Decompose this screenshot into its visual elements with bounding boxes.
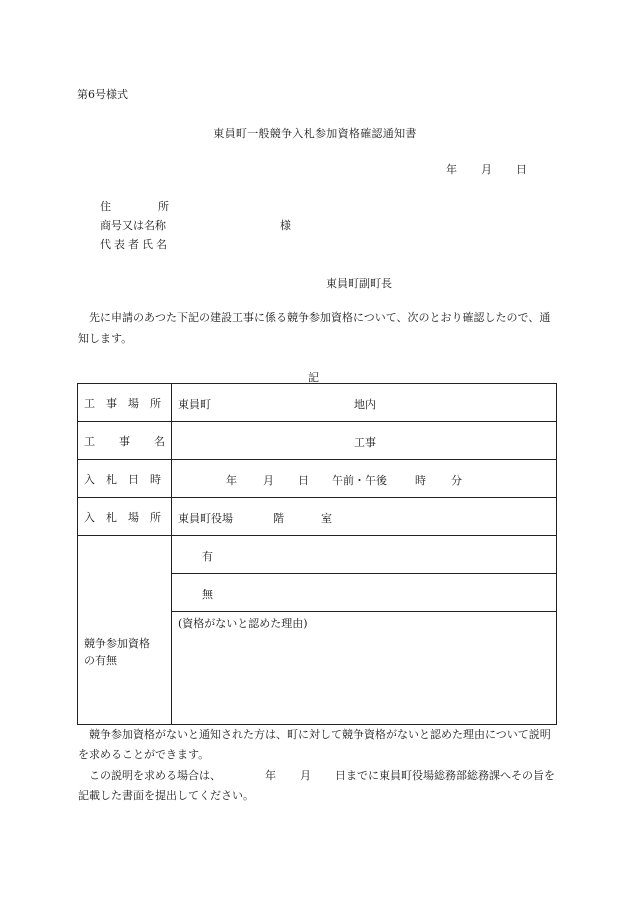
site-label: 工 事 場 所 — [78, 384, 172, 422]
ki-heading: 記 — [308, 371, 319, 384]
option-yes: 有 — [172, 536, 557, 574]
option-no: 無 — [172, 574, 557, 612]
date-year: 年 — [446, 163, 457, 176]
eligibility-label: 競争参加資格 の有無 — [78, 536, 172, 725]
work-name-value: 工事 — [172, 422, 557, 460]
date-day: 日 — [516, 163, 527, 176]
date-line — [446, 161, 527, 177]
bid-place-value: 東員町役場 階 室 — [172, 498, 557, 536]
bid-datetime-label: 入 札 日 時 — [78, 460, 172, 498]
note-request: この説明を求める場合は、 年 月 日までに東員町役場総務部総務課へその旨を記載した書面を提出してください。 — [78, 769, 555, 802]
confirmation-table — [77, 383, 557, 725]
company-name-label: 商号又は名称 — [100, 219, 166, 232]
reason-cell: (資格がないと認めた理由) — [172, 612, 557, 725]
representative-label: 代 表 者 氏 名 — [100, 238, 167, 251]
bid-place-label: 入 札 場 所 — [78, 498, 172, 536]
date-month: 月 — [481, 163, 492, 176]
note-explanation: 競争参加資格がないと通知された方は、町に対して競争資格がないと認めた理由について説明を求めることができます。 — [78, 728, 551, 761]
document-title: 東員町一般競争入札参加資格確認通知書 — [213, 127, 417, 140]
honorific: 様 — [280, 219, 291, 232]
body-paragraph: 先に申請のあつた下記の建設工事に係る競争参加資格について、次のとおり確認したので、通知します。 — [78, 311, 551, 345]
address-label: 住 所 — [100, 200, 169, 213]
form-number: 第6号様式 — [77, 88, 128, 101]
work-name-label: 工 事 名 — [78, 422, 172, 460]
bid-datetime-value: 年 月 日 午前・午後 時 分 — [172, 460, 557, 498]
sender-title: 東員町副町長 — [326, 277, 392, 290]
site-value: 東員町 地内 — [172, 384, 557, 422]
